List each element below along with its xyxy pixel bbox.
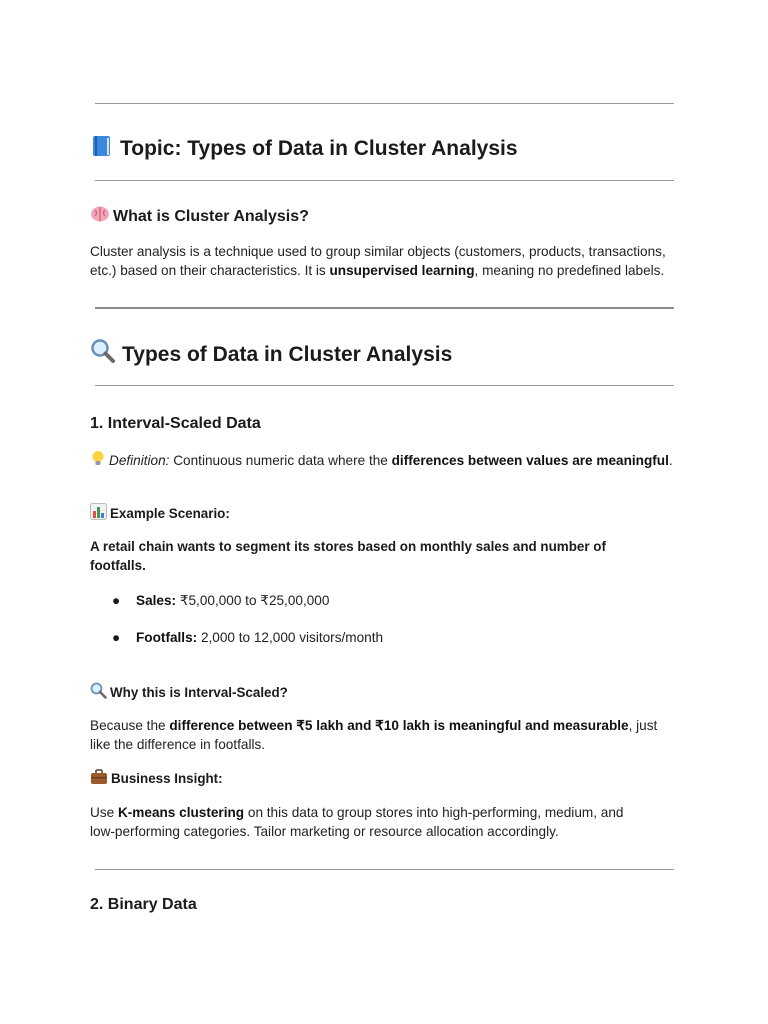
why-heading: Why this is Interval-Scaled?: [90, 682, 680, 704]
magnifier-icon: [90, 338, 116, 372]
horizontal-rule: [95, 103, 674, 104]
horizontal-rule: [95, 385, 674, 386]
list-item: Footfalls: 2,000 to 12,000 visitors/month: [136, 630, 384, 645]
what-is-heading: What is Cluster Analysis?: [90, 205, 680, 230]
blue-book-icon: [90, 134, 114, 166]
lightbulb-icon: [90, 450, 106, 472]
binary-heading: 2. Binary Data: [90, 896, 197, 913]
scenario-text: A retail chain wants to segment its stores based on monthly sales and number of footfalls.: [90, 539, 606, 573]
brain-icon: [90, 205, 110, 230]
horizontal-rule: [95, 307, 674, 309]
insight-paragraph: Use K-means clustering on this data to group stores into high-performing, medium, and low-performing categories. Tailor marketing or resource allocation accordingly.: [90, 805, 624, 839]
interval-heading: 1. Interval-Scaled Data: [90, 415, 261, 432]
list-item: Sales: ₹5,00,000 to ₹25,00,000: [136, 593, 330, 608]
types-title: Types of Data in Cluster Analysis: [90, 338, 680, 372]
insight-heading: Business Insight:: [90, 769, 680, 790]
horizontal-rule: [95, 869, 674, 870]
bullet-marker: ●: [112, 593, 121, 608]
topic-title: Topic: Types of Data in Cluster Analysis: [90, 134, 680, 166]
example-heading: Example Scenario:: [90, 503, 680, 525]
bullet-marker: ●: [112, 630, 121, 645]
briefcase-icon: [90, 769, 108, 790]
bar-chart-icon: [90, 503, 107, 525]
why-paragraph: Because the difference between ₹5 lakh and ₹10 lakh is meaningful and measurable, just like the difference in footfalls.: [90, 718, 658, 752]
magnifier-icon: [90, 682, 107, 704]
definition-paragraph: Definition: Continuous numeric data where the differences between values are meaningful.: [90, 450, 680, 472]
horizontal-rule: [95, 180, 674, 181]
what-is-paragraph: Cluster analysis is a technique used to group similar objects (customers, products, transactions, etc.) based on their characteristics. It is unsupervised learning, meaning no predefined labels.: [90, 244, 666, 278]
